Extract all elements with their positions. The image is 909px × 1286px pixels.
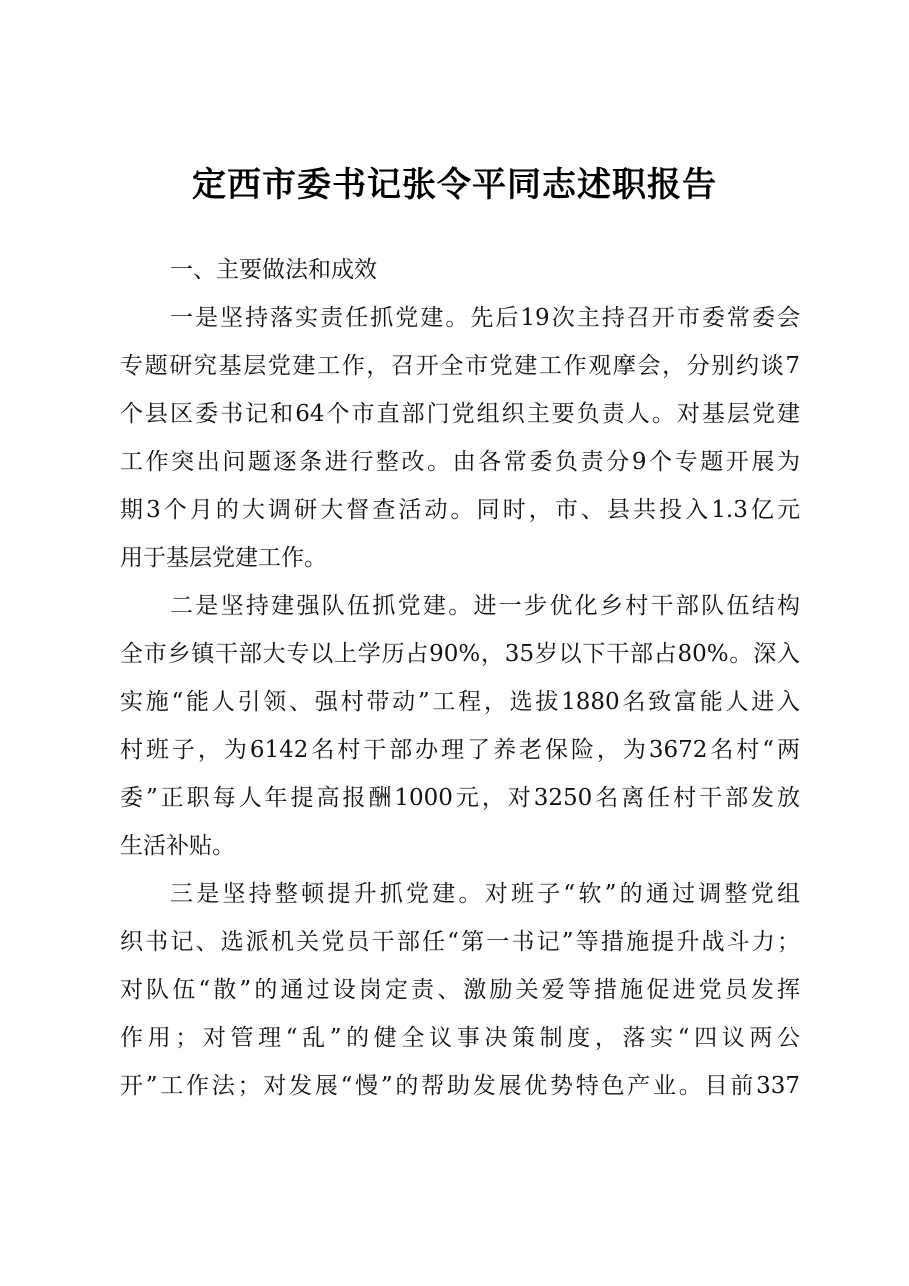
paragraph-line: 生活补贴。 — [120, 833, 235, 859]
paragraph-line: 二是坚持建强队伍抓党建。进一步优化乡村干部队伍结构 — [170, 593, 800, 619]
paragraph-line: 个县区委书记和64个市直部门党组织主要负责人。对基层党建 — [120, 401, 800, 427]
paragraph-line: 全市乡镇干部大专以上学历占90%，35岁以下干部占80%。深入 — [120, 641, 800, 667]
document-title: 定西市委书记张令平同志述职报告 — [192, 165, 717, 205]
paragraph-line: 村班子，为6142名村干部办理了养老保险，为3672名村“两 — [120, 737, 800, 763]
paragraph-line: 一是坚持落实责任抓党建。先后19次主持召开市委常委会 — [170, 305, 800, 331]
paragraph-line: 对队伍“散”的通过设岗定责、激励关爱等措施促进党员发挥 — [120, 977, 800, 1003]
paragraph-line: 实施“能人引领、强村带动”工程，选拔1880名致富能人进入 — [120, 689, 800, 715]
paragraph-line: 织书记、选派机关党员干部任“第一书记”等措施提升战斗力； — [120, 929, 800, 955]
section-heading: 一、主要做法和成效 — [170, 257, 377, 283]
paragraph-line: 三是坚持整顿提升抓党建。对班子“软”的通过调整党组 — [170, 881, 800, 907]
paragraph-line: 期3个月的大调研大督查活动。同时，市、县共投入1.3亿元 — [120, 497, 800, 523]
paragraph-line: 开”工作法；对发展“慢”的帮助发展优势特色产业。目前337 — [120, 1073, 800, 1099]
paragraph-line: 专题研究基层党建工作，召开全市党建工作观摩会，分别约谈7 — [120, 353, 800, 379]
paragraph-line: 用于基层党建工作。 — [120, 545, 327, 571]
paragraph-line: 委”正职每人年提高报酬1000元，对3250名离任村干部发放 — [120, 785, 800, 811]
paragraph-line: 工作突出问题逐条进行整改。由各常委负责分9个专题开展为 — [120, 449, 800, 475]
paragraph-line: 作用；对管理“乱”的健全议事决策制度，落实“四议两公 — [120, 1025, 800, 1051]
